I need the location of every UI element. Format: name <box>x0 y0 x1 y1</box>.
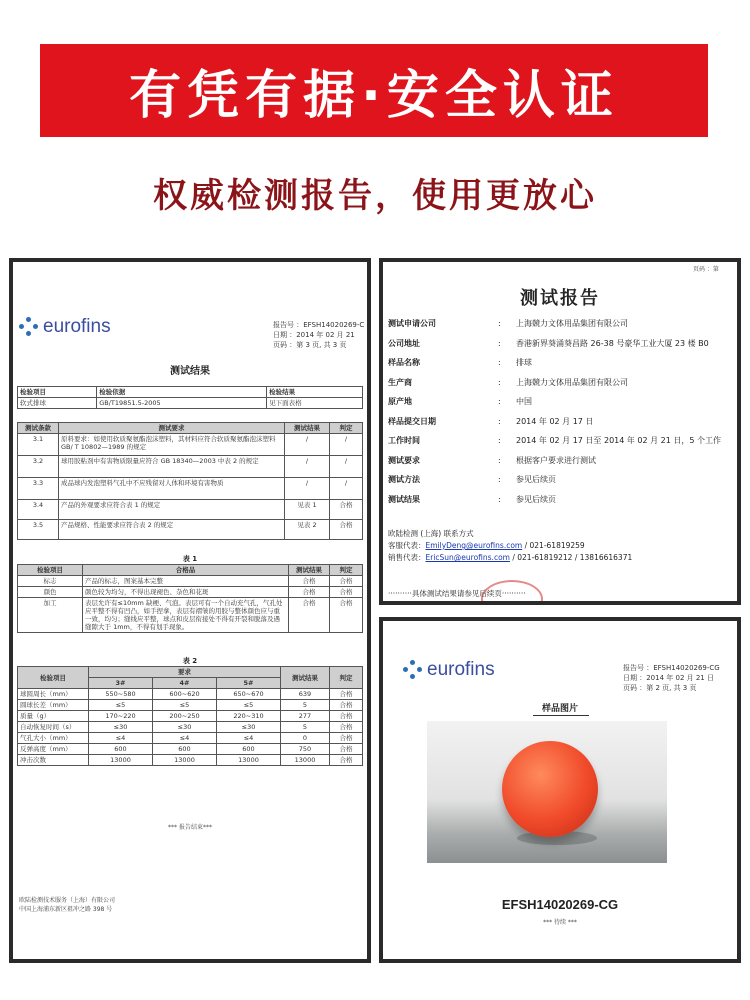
field-row: 工作时间 : 2014 年 02 月 17 日至 2014 年 02 月 21 日，5 个工作 <box>388 436 722 445</box>
table-row: 加工 表层允许有≤10mm 缺梗、气泡。表层可有一个自动充气孔，气孔处应平整不得有凹凸，如手捏拿，表层有褶皱的用胶与整体颜色应与重一致，均匀；缝线应平整，球点和皮层衔接处不得有开裂和脱落及遇缝隙大于 1mm，不得有划手现象。 合格 合格 <box>18 598 363 633</box>
table-row: 3.1 原料要求：如使用软质聚氨酯泡沫塑料，其材料应符合软质聚氨酯泡沫塑料 GB/ T 10802—1989 的规定 / / <box>18 434 363 456</box>
report-page-results[interactable] <box>9 258 371 963</box>
table2-title: 表 2 <box>182 657 198 665</box>
field-row: 样品提交日期 : 2014 年 02 月 17 日 <box>388 416 594 426</box>
header-banner <box>40 44 708 137</box>
table-row: 3.4 产品的外观要求应符合表 1 的规定 见表 1 合格 <box>18 500 363 520</box>
sign-line: ··········具体测试结果请参见后续页·········· <box>388 589 526 598</box>
report-meta: 报告号 ：EFSH14020269-C 日期 ：2014 年 02 月 21 页码 ：第 3 页, 共 3 页 <box>273 321 365 349</box>
table-row: 3.3 成品球内发泡塑料气孔中不应残留对人体和环境有害物质 / / <box>18 478 363 500</box>
table2: 检验项目 要求 测试结果 判定 3# 4# 5# 球圆周长（mm） 550~580 600~620 650~670 639 合格 圆球长差（mm） ≤5 ≤5 ≤5 5 合格 质量（g） 170~220 200~250 220~310 277 合格 自动恢复时间（s） ≤30 ≤30 ≤30 5 合格 气孔大小（mm） ≤4 ≤4 ≤4 0 合格 反弹高度（mm） 600 600 600 750 合格 冲击次数 13000 13000 13000 13000 合格 <box>17 666 363 766</box>
field-row: 生产商 : 上海競力文体用品集团有限公司 <box>388 377 628 387</box>
table-row: 标志 产品的标志，图案基本完整 合格 合格 <box>18 576 363 587</box>
field-row: 样品名称 : 排球 <box>388 358 532 367</box>
table-row: 3.2 球用胶粘剂中有害物质限量应符合 GB 18340—2003 中表 2 的规定 / / <box>18 456 363 478</box>
report-fields <box>388 314 721 509</box>
table-row: 自动恢复时间（s） ≤30 ≤30 ≤30 5 合格 <box>18 722 363 733</box>
service-email-link[interactable]: EmilyDeng@eurofins.com <box>425 541 523 550</box>
to-be-continued: *** 待续 *** <box>543 919 577 926</box>
requirements-table: 测试条款 测试要求 测试结果 判定 3.1 原料要求：如使用软质聚氨酯泡沫塑料，其材料应符合软质聚氨酯泡沫塑料 GB/ T 10802—1989 的规定 / / 3.2 球用胶粘剂中有害物质限量应符合 GB 18340—2003 中表 2 的规定 / / 3.3 成品球内发泡塑料气孔中不应残留对人体和环境有害物质 / / 3.4 产品的外观要求应符合表 1 的规定 见表 1 合格 3.5 产品规格、性能要求应符合表 2 的规定 见表 2 合格 <box>17 422 363 540</box>
table-row: 球圆周长（mm） 550~580 600~620 650~670 639 合格 <box>18 689 363 700</box>
report-title: 测试报告 <box>520 288 600 309</box>
table-row: 冲击次数 13000 13000 13000 13000 合格 <box>18 755 363 766</box>
title-underline <box>533 715 589 716</box>
field-row: 公司地址 : 香港新界葵涌葵昌路 26-38 号豪华工业大厦 23 楼 B0 <box>388 338 709 348</box>
sample-title: 样品图片 <box>541 704 578 714</box>
report-meta: 报告号 ：EFSH14020269-CG 日期 ：2014 年 02 月 21 日 页码 ：第 2 页, 共 3 页 <box>623 664 720 692</box>
volleyball-image <box>502 741 598 837</box>
sales-email-link[interactable]: EricSun@eurofins.com <box>425 553 510 562</box>
field-row: 测试要求 : 根据客户要求进行测试 <box>388 455 596 465</box>
results-title: 测试结果 <box>170 366 210 377</box>
sample-code: EFSH14020269-CG <box>501 897 619 912</box>
field-row: 测试申请公司 : 上海競力文体用品集团有限公司 <box>388 319 628 328</box>
info-table: 检验项目 检验依据 检验结果 软式排球 GB/T19851.5-2005 见下面表格 <box>17 386 363 409</box>
eurofins-dots-icon <box>19 317 39 337</box>
table1-title: 表 1 <box>182 555 198 563</box>
eurofins-logo: eurofins <box>19 316 111 338</box>
eurofins-logo: eurofins <box>403 659 495 681</box>
table-row: 反弹高度（mm） 600 600 600 750 合格 <box>18 744 363 755</box>
contact-info: 欧陆检测 (上海) 联系方式 客服代表：EmilyDeng@eurofins.com / 021-61819259 销售代表：EricSun@eurofins.com / 021-61819212 / 13816616371 <box>388 529 633 562</box>
field-row: 测试方法 : 参见后续页 <box>388 475 556 484</box>
subtitle: 权威检测报告，使用更放心 <box>153 176 597 216</box>
table1: 检验项目 合格品 测试结果 判定 标志 产品的标志，图案基本完整 合格 合格 颜色 颜色较为均匀，不得出现褪色、杂色和花斑 合格 合格 加工 表层允许有≤10mm 缺梗、气泡。表层可有一个自动充气孔，气孔处应平整不得有凹凸，如手捏拿，表层有褶皱的用胶与整体颜色应与重一致，均匀；缝线应平整，球点和皮层衔接处不得有开裂和脱落及遇缝隙大于 1mm，不得有划手现象。 合格 合格 <box>17 564 363 633</box>
table-row: 质量（g） 170~220 200~250 220~310 277 合格 <box>18 711 363 722</box>
field-row: 测试结果 : 参见后续页 <box>388 494 556 504</box>
table-row: 圆球长差（mm） ≤5 ≤5 ≤5 5 合格 <box>18 700 363 711</box>
sample-photo <box>427 721 667 863</box>
table-row: 气孔大小（mm） ≤4 ≤4 ≤4 0 合格 <box>18 733 363 744</box>
field-row: 原产地 : 中国 <box>388 397 532 406</box>
banner-title: 有凭有据·安全认证 <box>129 66 619 126</box>
table-row: 颜色 颜色较为均匀，不得出现褪色、杂色和花斑 合格 合格 <box>18 587 363 598</box>
eurofins-dots-icon <box>403 660 423 680</box>
report-page-sample[interactable] <box>379 617 741 963</box>
page-label: 页码 ：第 <box>693 266 719 273</box>
report-footer: 欧陆检测技术服务（上海）有限公司 中国上海浦东新区祖冲之路 398 号 <box>19 897 116 913</box>
report-end-text: *** 报告结束*** <box>168 824 212 831</box>
table-row: 3.5 产品规格、性能要求应符合表 2 的规定 见表 2 合格 <box>18 520 363 540</box>
report-page-cover[interactable] <box>379 258 741 605</box>
